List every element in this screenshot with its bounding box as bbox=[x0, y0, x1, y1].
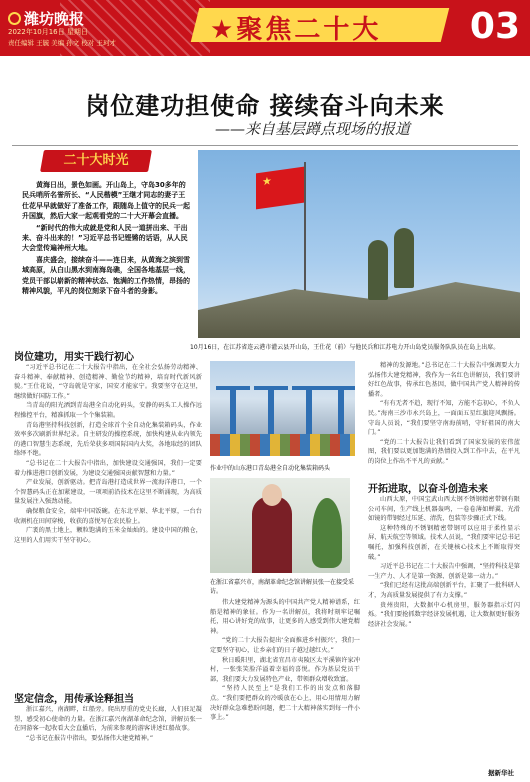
article-column bbox=[368, 361, 520, 473]
masthead bbox=[0, 0, 530, 56]
editor-credits: 责任编辑 王毓 美编 孙文 校对 王珂才 bbox=[8, 39, 116, 47]
logo-icon bbox=[8, 12, 21, 25]
paragraph: “党的二十大报告让我们看到了国家发展的宏伟蓝图，我们要以更加饱满的热情投入到工作中去，在平凡的岗位上作出不平凡的贡献。” bbox=[368, 438, 520, 465]
divider bbox=[12, 145, 518, 146]
section-heading: 开拓进取，以奋斗创造未来 bbox=[368, 484, 488, 495]
paragraph: 山西太原，中国宝武山西太钢不锈钢精密带钢有限公司车间，生产线上机器轰鸣，一卷卷薄如蝉翼、光滑如镜的带钢经过压延、清洗，包装等步骤正式下线。 bbox=[368, 496, 520, 523]
plant bbox=[312, 498, 342, 568]
intro-text bbox=[22, 180, 192, 297]
photo-caption: 在浙江省嘉兴市，南湖革命纪念馆讲解员张一在接受采访。 bbox=[210, 579, 355, 595]
intro-paragraph: 喜庆盛会，接续奋斗——连日来，从黄海之滨到雪域高原，从白山黑水到南海岛礁，全国各地基层一线，党员干部以崭新的精神状态、饱满的工作热情，昂扬的精神风貌，平凡的岗位刻录下奋斗者的身影。 bbox=[22, 255, 190, 296]
page-number: 03 bbox=[469, 6, 520, 47]
photo-caption: 作业中的山东港口青岛港全自动化集装箱码头 bbox=[210, 465, 331, 472]
paragraph: “总书记在二十大报告中指出，加快建设交通强国，我们一定要着力推进港口创新发展，为建设交通强国贡献智慧和力量。” bbox=[14, 459, 202, 477]
source-credit: 据新华社 bbox=[488, 769, 514, 777]
paragraph: 广袤的黑土地上，颗粒饱满的玉米金灿灿的。建设中国的粮仓，这里的人们用实干坚守初心。 bbox=[14, 527, 202, 544]
paragraph: “党的二十大报告提出‘全面推进乡村振兴’，我们一定要坚守初心，让乡亲们的日子越过越红火。” bbox=[210, 637, 360, 654]
section-title: ★聚焦二十大 bbox=[210, 15, 382, 45]
paragraph: “我们已经有这批高端创新平台，汇聚了一批科研人才，为高质量发展提供了有力支撑。” bbox=[368, 582, 520, 599]
paragraph: 浙江嘉兴，南湖畔，红船旁。爬出厚重的党史长廊，人们驻足凝望，感受初心使命的力量。在浙江嘉兴南湖革命纪念馆，讲解员张一在同游客一起收看大会直播后，为前来参观的游客讲述红船故事。 bbox=[14, 706, 202, 733]
paragraph: 确保粮食安全，端牢中国饭碗。在东北平原、华北平原，一台台收割机在田间穿梭，收获的喜悦写在农民脸上。 bbox=[14, 507, 202, 525]
article-column bbox=[210, 598, 360, 778]
paragraph: “有有无者不趋，现行不知，方能不忘初心，不负人民。”海南三沙市永兴岛上，一面面五星红旗迎风飘扬。守岛人员说，“我们要坚守南海前哨，守好祖国的南大门。” bbox=[368, 400, 520, 437]
paragraph: 精神的发源地。”总书记在二十大报告中强调要大力弘扬伟大建党精神，我作为一名红色讲解员，我们要讲好红色故事，传承红色基因，做中国共产党人精神的传播者。 bbox=[368, 362, 520, 398]
paragraph: 伟大建党精神为源头的中国共产党人精神谱系，红船是精神的象征。作为一名讲解员，我将时刻牢记嘱托，用心讲好党的故事，让更多的人感受到伟大建党精神。 bbox=[210, 599, 360, 635]
newspaper-name: 潍坊晚报 bbox=[8, 8, 84, 29]
flag-raising-photo bbox=[198, 150, 520, 338]
paragraph: “习近平总书记在二十大报告中指出，在全社会弘扬劳动精神、奋斗精神、奉献精神、创造精神、勤俭节约精神，培育时代新风新貌。”王仕花说，“守岛就是守家，国安才能家宁。我要坚守在这里，继续做好国防工作。” bbox=[14, 364, 202, 400]
column-badge: 二十大时光 bbox=[40, 150, 152, 172]
militia-member bbox=[368, 240, 388, 300]
headline: 岗位建功担使命 接续奋斗向未来 bbox=[85, 92, 445, 120]
container-stack bbox=[210, 434, 355, 456]
paragraph: “总书记在报告中指出，要弘扬伟大建党精神。” bbox=[26, 734, 154, 742]
militia-member bbox=[394, 228, 414, 288]
issue-date: 2022年10月16日 星期日 bbox=[8, 28, 88, 36]
intro-paragraph: “新时代的伟大成就是党和人民一道拼出来、干出来、奋斗出来的！”习近平总书记铿锵的话语，从人民大会堂传遍神州大地。 bbox=[22, 223, 188, 253]
paragraph: 习近平总书记在二十大报告中强调，“坚持科技是第一生产力、人才是第一资源、创新是第一动力。” bbox=[368, 563, 520, 580]
star-icon: ★ bbox=[210, 15, 237, 45]
paragraph: 青岛港坚持科技创新，打造全球首个全自动化集装箱码头，作业效率多次刷新世界纪录。自主研发的操控系统，加快构建从业内领先的港口智慧生态系统，先后荣获多项国际国内大奖，各地取经的团队络绎不绝。 bbox=[14, 421, 202, 458]
photo-caption: 10月16日，在江苏省连云港市灌云县开山岛，王仕花（前）与他民兵和江苏电力开山岛党员服务队队员在岛上出席。 bbox=[190, 344, 500, 351]
national-flag bbox=[256, 167, 304, 210]
article-column bbox=[14, 705, 202, 777]
section-heading: 坚定信念，用传承诠释担当 bbox=[14, 694, 134, 705]
crane bbox=[230, 386, 236, 434]
article-column bbox=[14, 363, 202, 681]
island-rock bbox=[198, 268, 520, 338]
paragraph: 产业发展，创新驱动。把青岛港打造成世界一流海洋港口，一个个智慧码头正在加紧建设，一项项前沿技术在这里不断涌现，为高质量发展注入强劲动能。 bbox=[14, 479, 202, 506]
section-heading: 岗位建功，用实干践行初心 bbox=[14, 352, 134, 363]
paragraph: 这种特殊的不锈钢精密带钢可以应用于柔性显示屏、航天航空等领域。技术人员说，“我们要牢记总书记嘱托，加强科技创新，在关键核心技术上不断取得突破。” bbox=[368, 524, 520, 561]
crane bbox=[268, 386, 274, 434]
paragraph: 贵州贵阳，大数据中心机房里，服务器指示灯闪烁。“我们要抢抓数字经济发展机遇，让大数据更好服务经济社会发展。” bbox=[368, 601, 520, 628]
port-photo bbox=[210, 361, 355, 456]
paragraph: “坚持人民至上”是我们工作的出发点和落脚点。“我们要把群众的冷暖放在心上，用心用情用力解决好群众急难愁盼问题，把二十大精神落实到每一件小事上。” bbox=[210, 685, 360, 722]
paragraph: 秋日暖阳里，湖北省宜昌市夷陵区太平溪镇许家冲村，一张张笑脸洋溢着幸福的喜悦。作为基层党员干部，我们要大力发展特色产业，带领群众增收致富。 bbox=[210, 656, 360, 683]
intro-paragraph: 黄海日出，景色如画。开山岛上，守岛30多年的民兵哨所名誉所长、“人民楷模”王继才同志的妻子王仕花早早就做好了准备工作，跟随岛上值守的民兵一起升国旗，然后大家一起观看党的二十大开幕会直播。 bbox=[22, 181, 190, 221]
crane bbox=[306, 386, 312, 434]
crane bbox=[338, 386, 344, 434]
subheadline: ——来自基层蹲点现场的报道 bbox=[215, 120, 411, 138]
paragraph: 当青岛的阳光洒到青岛港全自动化码头，安静的码头工人操作远程操控平台，精准抓取一个个集装箱。 bbox=[14, 402, 202, 419]
article-column bbox=[368, 495, 520, 765]
guide-photo bbox=[210, 478, 350, 573]
tour-guide bbox=[252, 496, 292, 573]
